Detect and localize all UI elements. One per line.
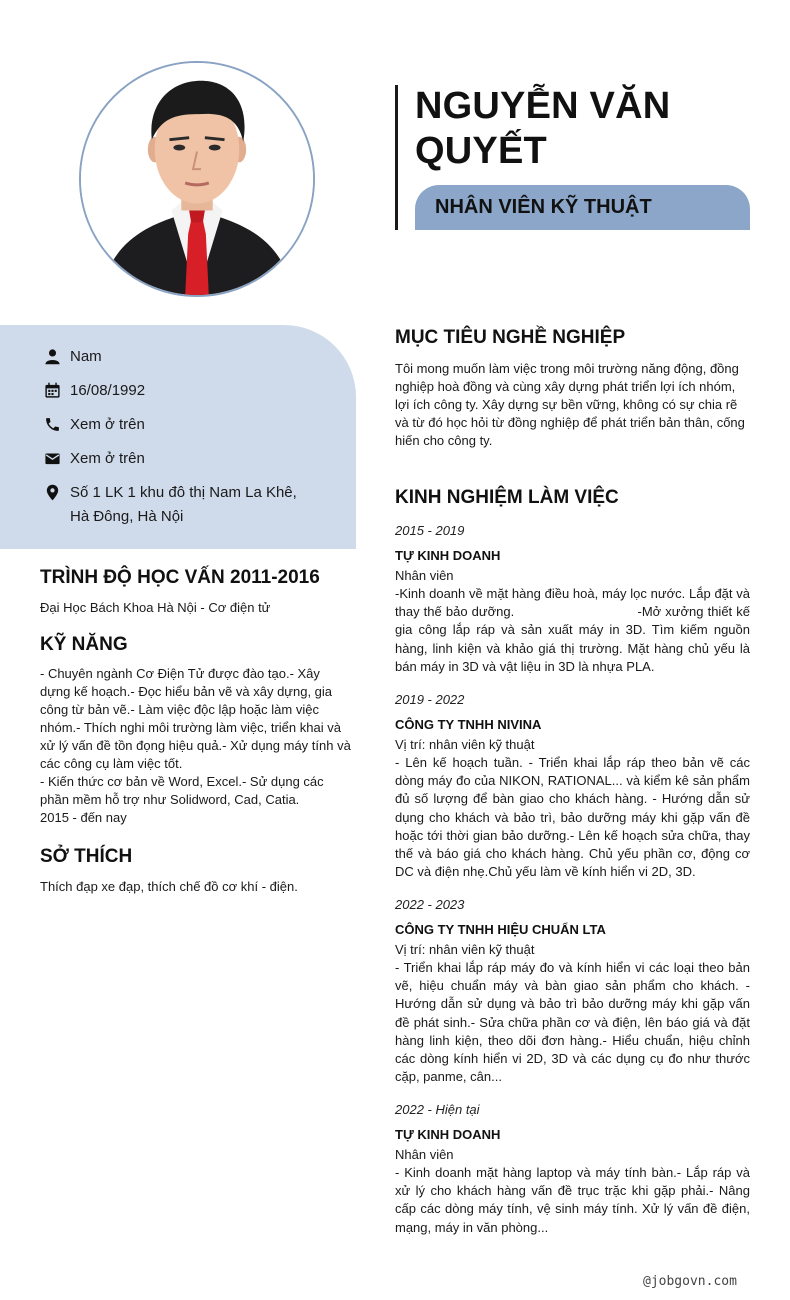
experience-company: TỰ KINH DOANH <box>395 1127 501 1142</box>
objective-section <box>395 326 750 450</box>
experience-period: 2022 - 2023 <box>395 897 465 912</box>
skills-section <box>40 633 352 827</box>
hobbies-title: SỞ THÍCH <box>40 846 133 867</box>
phone-value: Xem ở trên <box>70 416 145 433</box>
skills-line: 2015 - đến nay <box>40 810 127 825</box>
mail-icon <box>44 450 61 467</box>
calendar-icon <box>44 382 61 399</box>
education-title: TRÌNH ĐỘ HỌC VẤN 2011-2016 <box>40 567 320 588</box>
address-value: Số 1 LK 1 khu đô thị Nam La Khê, Hà Đông, Hà Nội <box>70 484 297 525</box>
experience-item <box>395 522 754 676</box>
skills-line: - Chuyên ngành Cơ Điện Tử được đào tạo.- Xây dựng kế hoạch.- Đọc hiểu bản vẽ và xây dựng, gia công từ bản vẽ.- Làm việc độc lập hoặc làm việc nhóm.- Thích nghi môi trường làm việc, triển khai và xử lý vấn đề tồn đọng hiệu quả.- Xử dụng máy tính và các công cụ làm việc tốt. <box>40 666 351 771</box>
job-title: NHÂN VIÊN KỸ THUẬT <box>435 196 652 218</box>
watermark: @jobgovn.com <box>643 1274 737 1289</box>
experience-period: 2022 - Hiện tại <box>395 1102 480 1117</box>
contact-birthday <box>44 379 145 403</box>
experience-item <box>395 896 750 1086</box>
birthday-value: 16/08/1992 <box>70 382 146 399</box>
experience-desc: - Triển khai lắp ráp máy đo và kính hiển vi các loại theo bản vẽ, hiệu chuẩn máy và bàn giao sản phẩm cho khách. - Hướng dẫn sử dụng và bảo trì bảo dưỡng máy khi gặp vấn đề phát sinh.- Sửa chữa phần cơ và điện, lên báo giá và đặt hàng linh kiện, theo dõi đơn hàng.- Hiểu chuẩn, hiệu chỉnh các dòng kính hiển vi 2D, 3D và các dụng cụ đo như thước cặp, panme, cân... <box>395 960 750 1085</box>
experience-period: 2019 - 2022 <box>395 692 465 707</box>
experience-role: Vị trí: nhân viên kỹ thuật <box>395 737 535 752</box>
experience-role: Nhân viên <box>395 1147 454 1162</box>
full-name: NGUYỄN VĂN QUYẾT <box>415 85 671 172</box>
experience-section <box>395 486 750 510</box>
experience-company: TỰ KINH DOANH <box>395 548 501 563</box>
location-pin-icon <box>44 484 61 501</box>
experience-item <box>395 1101 750 1237</box>
hobbies-text: Thích đạp xe đạp, thích chế đồ cơ khí - điện. <box>40 879 298 894</box>
education-section <box>40 566 352 617</box>
name-accent-bar <box>395 85 398 230</box>
email-value: Xem ở trên <box>70 450 145 467</box>
person-icon <box>44 348 61 365</box>
job-title-badge <box>415 185 750 230</box>
experience-role: Vị trí: nhân viên kỹ thuật <box>395 942 535 957</box>
experience-role: Nhân viên <box>395 568 454 583</box>
gender-value: Nam <box>70 348 102 365</box>
objective-text: Tôi mong muốn làm việc trong môi trường năng động, đồng nghiệp hoà đồng và cùng xây dựng phát triển lợi ích nhóm, lợi ích công ty. Xây dựng sự bền vững, không có sự chia rẽ và từ đó học hỏi từ đồng nghiệp để phát triển bản thân, cống hiến cho công ty. <box>395 361 745 448</box>
contact-phone <box>44 413 145 437</box>
experience-title: KINH NGHIỆM LÀM VIỆC <box>395 487 619 508</box>
experience-company: CÔNG TY TNHH HIỆU CHUẨN LTA <box>395 922 606 937</box>
hobbies-section <box>40 845 352 896</box>
contact-email <box>44 447 145 471</box>
objective-title: MỤC TIÊU NGHỀ NGHIỆP <box>395 327 626 348</box>
experience-company: CÔNG TY TNHH NIVINA <box>395 717 542 732</box>
experience-desc: - Kinh doanh mặt hàng laptop và máy tính bàn.- Lắp ráp và xử lý cho khách hàng vấn đề trục trặc khi gặp phải.- Nâng cấp các dòng máy tính, vệ sinh máy tính. Xử lý vấn đề điện, mạng, máy in văn phòng... <box>395 1165 750 1235</box>
education-text: Đại Học Bách Khoa Hà Nội - Cơ điện tử <box>40 600 271 615</box>
experience-period: 2015 - 2019 <box>395 523 465 538</box>
phone-icon <box>44 416 61 433</box>
experience-desc: -Kinh doanh về mặt hàng điều hoà, máy lọc nước. Lắp đặt và thay thế bảo dưỡng. -Mở xưởng thiết kế gia công lắp ráp và sản xuất máy in 3D. Tìm kiếm nguồn hàng, linh kiện và khảo giá thị trường. Mặt hàng chủ yếu là bán máy in 3D và vật liệu in 3D là nhựa PLA. <box>395 586 754 674</box>
skills-title: KỸ NĂNG <box>40 634 128 655</box>
profile-photo <box>79 61 315 297</box>
experience-desc: - Lên kế hoạch tuần. - Triển khai lắp ráp theo bản vẽ các dòng máy đo của NIKON, RATIONAL... và kiểm kê sản phẩm đủ số lượng để bàn giao cho khách hàng. - Hướng dẫn sử dụng cho khách và bảo trì, bảo dưỡng máy khi gặp vấn đề hoặc tới thời gian bảo dưỡng.- Lên kế hoạch sửa chữa, thay thế và báo giá cho khách hàng. Chủ yếu phần cơ, động cơ DC và điện nhẹ.Chủ yếu làm về kính hiển vi 2D, 3D. <box>395 755 750 880</box>
skills-line: - Kiến thức cơ bản về Word, Excel.- Sử dụng các phần mềm hỗ trợ như Solidword, Cad, Catia. <box>40 774 324 807</box>
contact-address <box>44 481 310 529</box>
experience-item <box>395 691 750 881</box>
contact-gender <box>44 345 102 369</box>
